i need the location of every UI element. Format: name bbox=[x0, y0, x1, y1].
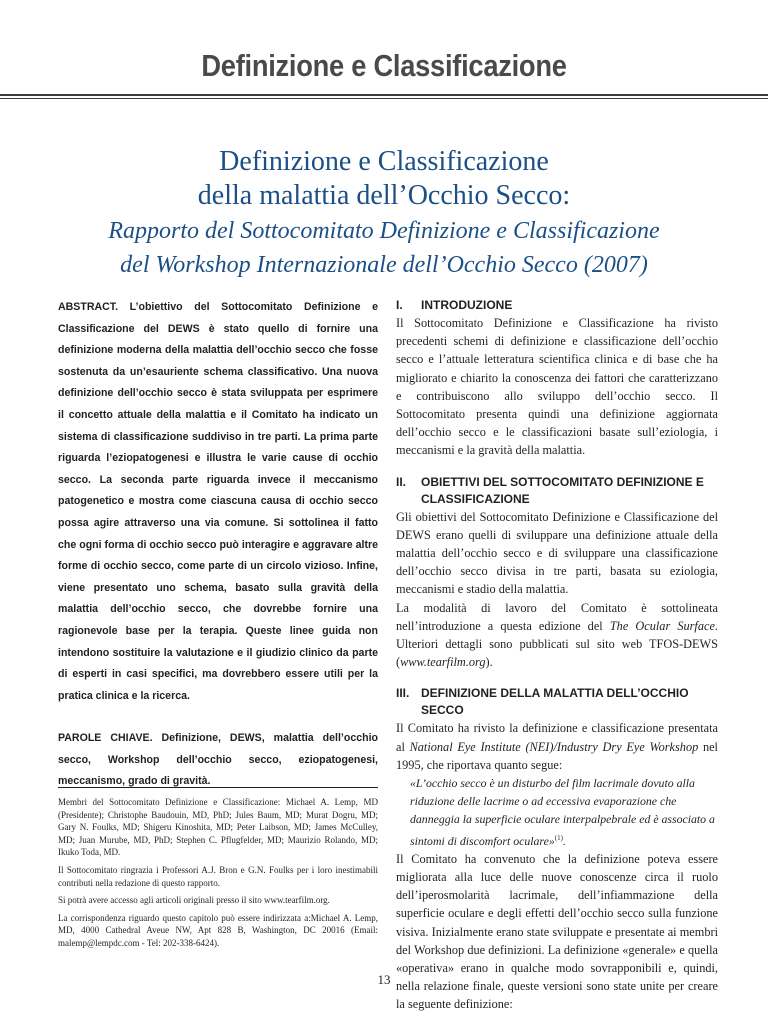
running-header bbox=[0, 0, 768, 90]
article-title-line-2: della malattia dell’Occhio Secco: bbox=[197, 180, 571, 211]
header-rule-thin bbox=[0, 98, 768, 99]
left-column bbox=[58, 297, 378, 793]
section-text-introduzione: Il Sottocomitato Definizione e Classificazione ha rivisto precedenti schemi di definizione e classificazione dell’occhio secco e l’attuale letteratura scientifica clinica e di base che ha migliorato e chiarito la conoscenza dei fattori che caratterizzano e contribuiscono allo sviluppo dell’occhio secco. Il Sottocomitato presenta quindi una definizione aggiornata dell’occhio secco e le classificazioni basate sull’eziologia, i meccanismi e la gravità della malattia. bbox=[396, 316, 718, 458]
footnote-correspondence: La corrispondenza riguardo questo capitolo può essere indirizzata a:Michael A. Lemp, MD, 4000 Cathedral Aveue NW, Apt 828 B, Washington, DC 20016 (Email: malemp@lempdc.com - Tel: 202-338-6424). bbox=[58, 912, 378, 948]
running-header-title: Definizione e Classificazione bbox=[201, 48, 567, 83]
footnote-divider bbox=[58, 787, 378, 788]
section-text-definizione-2: Il Comitato ha convenuto che la definizione poteva essere migliorata alla luce delle nuove conoscenze circa il ruolo dell’iperosmolarità lacrimale, dell’infiammazione della superficie oculare e degli effetti dell’occhio secco sulla funzione visiva. Inizialmente erano state sviluppate e presentate ai membri del Workshop due definizioni. La definizione «generale» e quella «operativa» erano in qualche modo sovrapponibili e, quindi, nella relazione finale, queste versioni sono state unite per creare la seguente definizione: bbox=[396, 851, 718, 1012]
article-title-line-1: Definizione e Classificazione bbox=[219, 146, 549, 177]
section-text-obiettivi-2: La modalità di lavoro del Comitato è sottolineata nell’introduzione a questa edizione del The Ocular Surface. Ulteriori dettagli sono pubblicati sul sito web TFOS-DEWS (www.tearfilm.org). bbox=[396, 600, 718, 670]
footnote-members: Membri del Sottocomitato Definizione e Classificazione: Michael A. Lemp, MD (Presidente); Christophe Baudouin, MD, PhD; Jules Baum, MD; Murat Dogru, MD; Gary N. Foulks, MD; Shigeru Kinoshita, MD; Peter Laibson, MD; James McCulley, MD; Juan Murube, MD, PhD; Stephen C. Pflugfelder, MD; Maurizio Rolando, MD; Ikuko Toda, MD. bbox=[58, 797, 378, 858]
section-heading-introduzione: I. INTRODUZIONE bbox=[396, 298, 513, 312]
footnotes bbox=[58, 796, 378, 955]
keywords: PAROLE CHIAVE. Definizione, DEWS, malattia dell’occhio secco, Workshop dell’occhio secco, eziopatogenesi, meccanismo, grado di gravità. bbox=[58, 732, 378, 788]
article-subtitle-line-2: del Workshop Internazionale dell’Occhio Secco (2007) bbox=[120, 252, 648, 278]
right-column bbox=[396, 297, 718, 1014]
section-text-definizione: Il Comitato ha rivisto la definizione e classificazione presentata al National Eye Institute (NEI)/Industry Dry Eye Workshop nel 1995, che riportava quanto segue: bbox=[396, 721, 718, 772]
abstract: ABSTRACT. L’obiettivo del Sottocomitato Definizione e Classificazione del DEWS è stato quello di fornire una definizione moderna della malattia dell’occhio secco che fosse sostenuta da un’esauriente schema classificativo. Una nuova definizione dell’occhio secco è stata sviluppata per esprimere il concetto attuale della malattia e il Comitato ha indicato un sistema di classificazione suddiviso in tre parti. La prima parte riguarda l’eziopatogenesi e illustra le varie cause di occhio secco. La seconda parte riguarda invece il meccanismo patogenetico e mostra come ciascuna causa di occhio secco possa agire attraverso una via comune. Si sottolinea il fatto che ogni forma di occhio secco può interagire e aggravare altre forme di occhio secco, come parte di un circolo vizioso. Infine, viene presentato uno schema, basato sulla gravità della malattia dell’occhio secco, che dovrebbe fornire una ragionevole base per la terapia. Queste linee guida non intendono sostituire la valutazione e il giudizio clinico da parte di esperti in casi specifici, ma dovrebbero essere utili per la pratica clinica e la ricerca. bbox=[58, 301, 378, 702]
section-heading-obiettivi: II. OBIETTIVI DEL SOTTOCOMITATO DEFINIZIONE E CLASSIFICAZIONE bbox=[396, 474, 704, 506]
section-heading-definizione: III. DEFINIZIONE DELLA MALATTIA DELL’OCCHIO SECCO bbox=[396, 686, 689, 718]
footnote-access: Si potrà avere accesso agli articoli originali presso il sito www.tearfilm.org. bbox=[58, 895, 330, 906]
section-text-obiettivi: Gli obiettivi del Sottocomitato Definizione e Classificazione del DEWS erano quelli di sviluppare una definizione attuale della malattia dell’occhio secco e di sviluppare una classificazione dell’occhio secco divisa in tre parti, basata su eziologia, meccanismi e stadio della malattia. bbox=[396, 509, 718, 597]
definition-quote: «L’occhio secco è un disturbo del film lacrimale dovuto alla riduzione delle lacrime o ad eccessiva evaporazione che danneggia la superficie oculare interpalpebrale ed è associato a sintomi di discomfort oculare»$^{(1)}$. bbox=[410, 776, 715, 848]
header-rule bbox=[0, 94, 768, 96]
page-number: 13 bbox=[377, 972, 391, 987]
footnote-thanks: Il Sottocomitato ringrazia i Professori A.J. Bron e G.N. Foulks per i loro inestimabili contributi nella redazione di questo rapporto. bbox=[58, 864, 378, 888]
article-subtitle-line-1: Rapporto del Sottocomitato Definizione e Classificazione bbox=[108, 218, 660, 244]
